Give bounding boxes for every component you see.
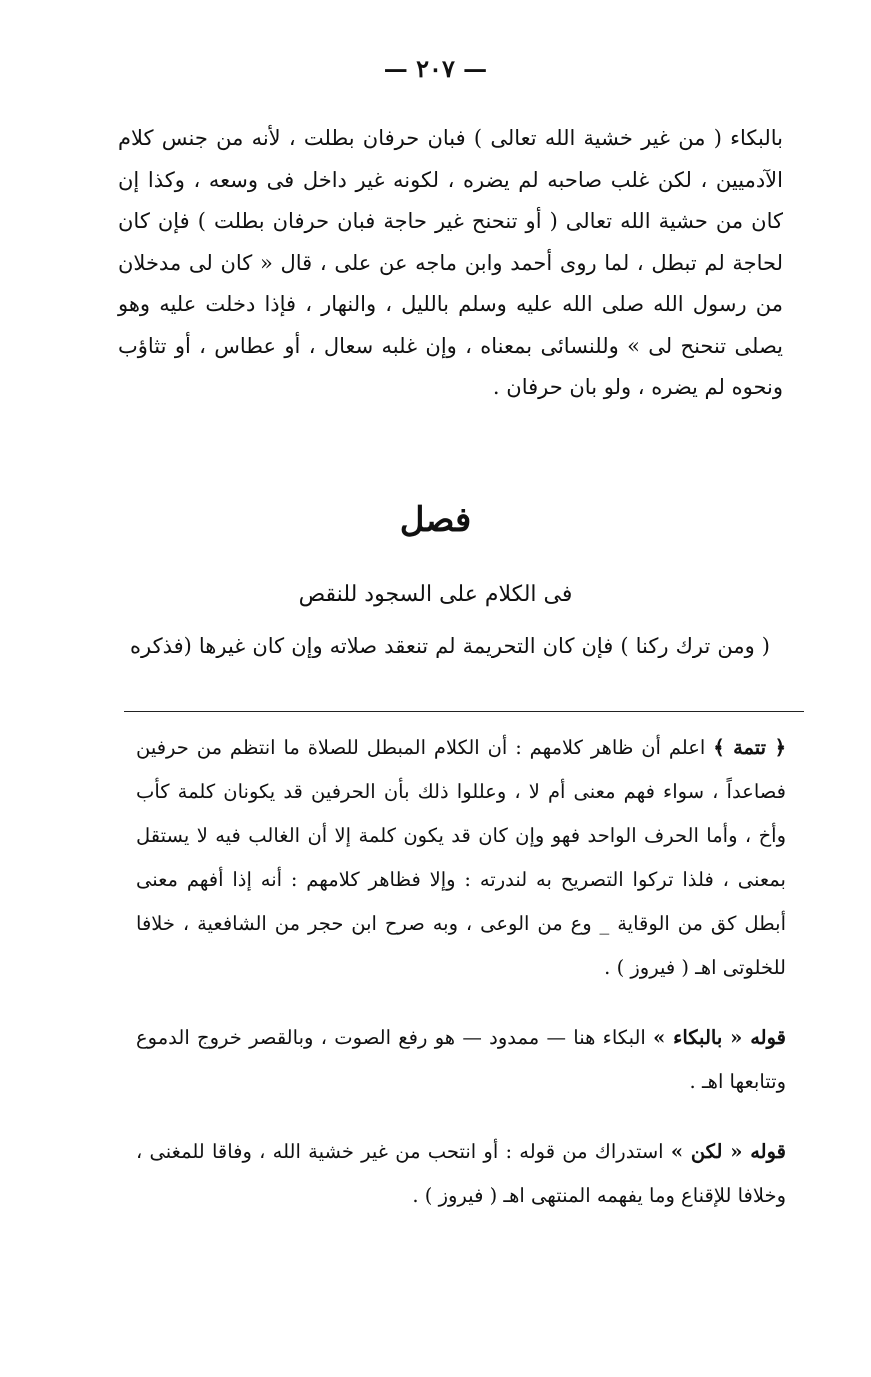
section-first-line: ( ومن ترك ركنا ) فإن كان التحريمة لم تنعقد صلاته وإن كان غيرها (فذكره — [130, 634, 770, 658]
footnote-label: قوله « لكن » — [670, 1140, 786, 1163]
footnotes — [136, 726, 786, 1218]
footnote-label: قوله « بالبكاء » — [653, 1026, 787, 1049]
footnote-text: استدراك من قوله : أو انتحب من غير خشية الله ، وفاقا للمغنى ، وخلافا للإقناع وما يفهمه المنتهى اهـ ( فيروز ) . — [136, 1140, 786, 1207]
footnote-bukaa — [136, 1016, 786, 1104]
footnote-text: اعلم أن ظاهر كلامهم : أن الكلام المبطل للصلاة ما انتظم من حرفين فصاعداً ، سواء فهم معنى أم لا ، وعللوا ذلك بأن الحرفين قد يكونان كلمة كأب وأخ ، وأما الحرف الواحد فهو وإن كان قد يكون كلمة إلا أن الغالب فيه لا يستقل بمعنى ، فلذا تركوا التصريح به لندرته : وإلا فظاهر كلامهم : أنه إذا أفهم معنى أبطل كق من الوقاية _ وع من الوعى ، وبه صرح ابن حجر من الشافعية ، خلافا للخلوتى اهـ ( فيروز ) . — [136, 736, 786, 979]
footnote-lakin — [136, 1130, 786, 1218]
footnote-tatimma — [136, 726, 786, 990]
footnote-divider — [124, 711, 804, 712]
footnote-label: ﴿ تتمة ﴾ — [713, 736, 786, 759]
section-subtitle: فى الكلام على السجود للنقص — [298, 582, 573, 607]
main-text — [118, 118, 783, 409]
section-heading: فصل — [399, 500, 472, 540]
page-number: — ٢٠٧ — — [383, 54, 488, 83]
main-paragraph: بالبكاء ( من غير خشية الله تعالى ) فبان حرفان بطلت ، لأنه من جنس كلام الآدميين ، لكن غلب صاحبه لم يضره ، لكونه غير داخل فى وسعه ، وكذا إن كان من حشية الله تعالى ( أو تنحنح غير حاجة فبان حرفان بطلت ) فإن كان لحاجة لم تبطل ، لما روى أحمد وابن ماجه عن على ، قال « كان لى مدخلان من رسول الله صلى الله عليه وسلم بالليل ، والنهار ، فإذا دخلت عليه وهو يصلى تنحنح لى » وللنسائى بمعناه ، وإن غلبه سعال ، أو عطاس ، أو تثاؤب ونحوه لم يضره ، ولو بان حرفان . — [118, 126, 783, 399]
footnote-text: البكاء هنا — ممدود — هو رفع الصوت ، وبالقصر خروج الدموع وتتابعها اهـ . — [136, 1026, 786, 1093]
